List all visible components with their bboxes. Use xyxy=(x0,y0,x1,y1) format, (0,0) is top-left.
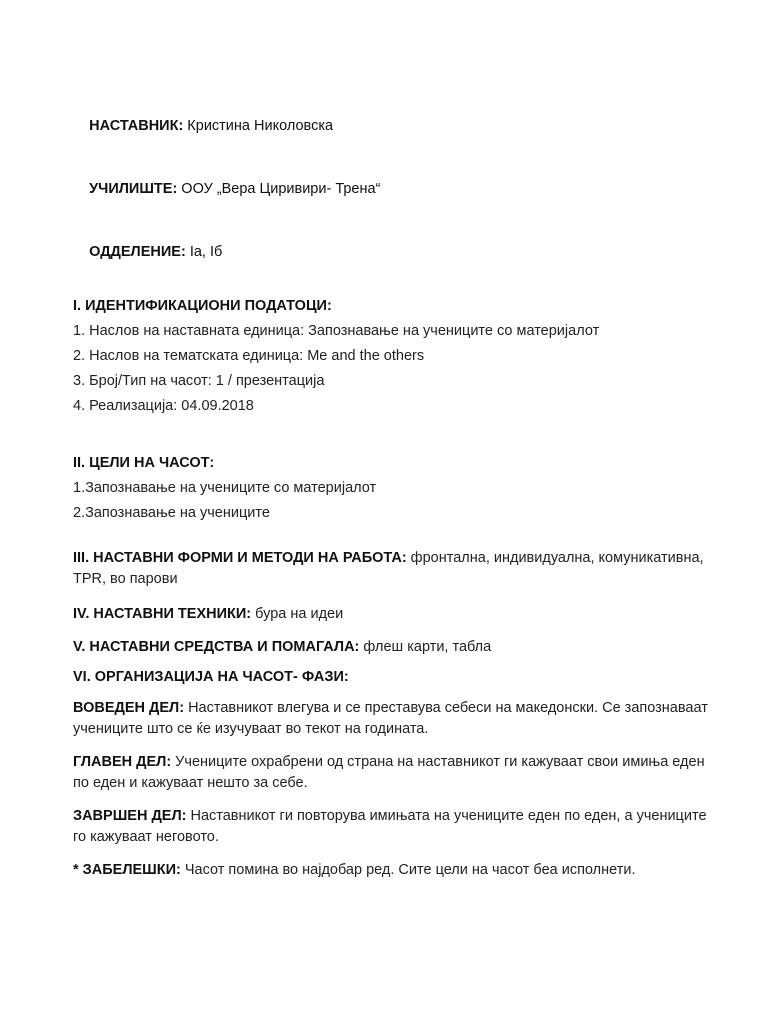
lesson-plan-page xyxy=(73,95,723,881)
techniques-value: бура на идеи xyxy=(251,606,344,622)
teacher-label: НАСТАВНИК: xyxy=(89,118,184,134)
resources-value: флеш карти, табла xyxy=(359,639,492,655)
school-value: ООУ „Вера Циривири- Трена“ xyxy=(177,181,381,197)
section-forms-methods xyxy=(73,548,723,590)
section-identification-heading: I. ИДЕНТИФИКАЦИОНИ ПОДАТОЦИ: xyxy=(73,298,332,314)
teacher-line xyxy=(73,95,723,158)
phase-intro-text: Наставникот влегува и се преставува себеси на македонски. Се запознаваат учениците што се ќе изучуваат во текот на годината. xyxy=(73,700,708,737)
class-value: Iа, Iб xyxy=(185,244,223,260)
notes-text: Часот помина во најдобар ред. Сите цели на часот беа исполнети. xyxy=(180,862,636,878)
phase-intro-label: ВОВЕДЕН ДЕЛ: xyxy=(73,700,185,716)
forms-methods-label: III. НАСТАВНИ ФОРМИ И МЕТОДИ НА РАБОТА: xyxy=(73,550,407,566)
phase-main xyxy=(73,752,723,794)
phase-final xyxy=(73,806,723,848)
phase-main-text: Учениците охрабрени од страна на наставникот ги кажуваат свои имиња еден по еден и кажуваат нешто за себе. xyxy=(73,754,705,791)
section-goals-heading: II. ЦЕЛИ НА ЧАСОТ: xyxy=(73,455,215,471)
section-techniques xyxy=(73,604,723,625)
identification-item: 2. Наслов на тематската единица: Me and the others xyxy=(73,348,425,364)
phase-final-text: Наставникот ги повторува имињата на учениците еден по еден, а учениците го кажуваат неговото. xyxy=(73,808,707,845)
teacher-value: Кристина Николовска xyxy=(183,118,334,134)
goal-item: 1.Запознавање на учениците со материјалот xyxy=(73,480,377,496)
school-line xyxy=(73,158,723,221)
school-label: УЧИЛИШТЕ: xyxy=(89,181,178,197)
goal-item: 2.Запознавање на учениците xyxy=(73,505,270,521)
identification-item: 1. Наслов на наставната единица: Запознавање на учениците со материјалот xyxy=(73,323,600,339)
class-label: ОДДЕЛЕНИЕ: xyxy=(89,244,186,260)
notes-label: * ЗАБЕЛЕШКИ: xyxy=(73,862,181,878)
identification-item: 4. Реализација: 04.09.2018 xyxy=(73,398,254,414)
techniques-label: IV. НАСТАВНИ ТЕХНИКИ: xyxy=(73,606,252,622)
class-line xyxy=(73,221,723,284)
forms-methods-value: фронтална, индивидуална, комуникативна, TPR, во парови xyxy=(73,550,704,587)
phase-final-label: ЗАВРШЕН ДЕЛ: xyxy=(73,808,187,824)
section-organization-heading: VI. ОРГАНИЗАЦИЈА НА ЧАСОТ- ФАЗИ: xyxy=(73,669,349,685)
notes xyxy=(73,860,723,881)
phase-main-label: ГЛАВЕН ДЕЛ: xyxy=(73,754,172,770)
phase-intro xyxy=(73,698,723,740)
identification-item: 3. Број/Тип на часот: 1 / презентација xyxy=(73,373,325,389)
section-resources xyxy=(73,637,723,658)
resources-label: V. НАСТАВНИ СРЕДСТВА И ПОМАГАЛА: xyxy=(73,639,360,655)
